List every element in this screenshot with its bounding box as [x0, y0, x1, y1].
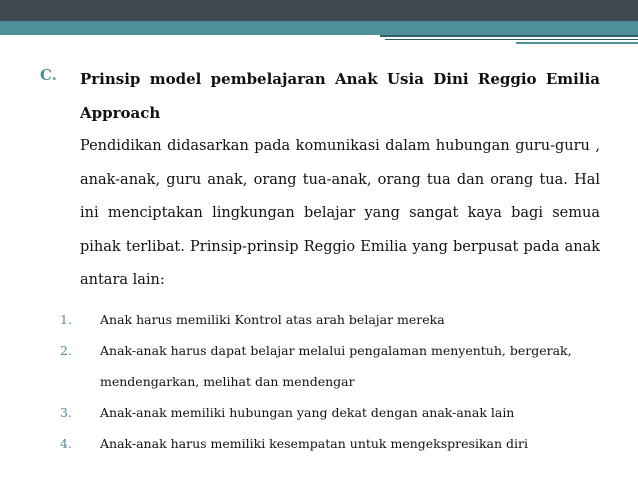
- list-item: [40, 397, 600, 428]
- list-number: 2.: [60, 342, 72, 358]
- list-number: 4.: [60, 435, 72, 451]
- section-title: Prinsip model pembelajaran Anak Usia Dini Reggio Emilia Approach: [80, 70, 600, 122]
- list-text: Anak-anak harus dapat belajar melalui pengalaman menyentuh, bergerak, mendengarkan, melihat dan mendengar: [100, 342, 572, 389]
- decorative-rule: [516, 42, 638, 44]
- principles-list: [40, 304, 600, 459]
- slide-content: [40, 62, 600, 459]
- list-item: [40, 428, 600, 459]
- list-item: [40, 335, 600, 397]
- section-heading: [40, 62, 600, 130]
- section-paragraph: Pendidikan didasarkan pada komunikasi dalam hubungan guru-guru , anak-anak, guru anak, orang tua-anak, orang tua dan orang tua. Hal ini menciptakan lingkungan belajar yang sangat kaya bagi semua pihak terlibat. Prinsip-prinsip Reggio Emilia yang berpusat pada anak antara lain:: [80, 138, 600, 288]
- list-number: 1.: [60, 311, 72, 327]
- section-marker: C.: [40, 66, 57, 84]
- list-text: Anak-anak memiliki hubungan yang dekat dengan anak-anak lain: [100, 404, 515, 420]
- decorative-rule: [380, 35, 638, 37]
- list-number: 3.: [60, 404, 72, 420]
- header-dark-bar: [0, 0, 638, 21]
- list-text: Anak harus memiliki Kontrol atas arah belajar mereka: [100, 311, 445, 327]
- list-text: Anak-anak harus memiliki kesempatan untuk mengekspresikan diri: [100, 435, 528, 451]
- decorative-rule: [385, 39, 638, 40]
- header-teal-band: [0, 21, 638, 33]
- list-item: [40, 304, 600, 335]
